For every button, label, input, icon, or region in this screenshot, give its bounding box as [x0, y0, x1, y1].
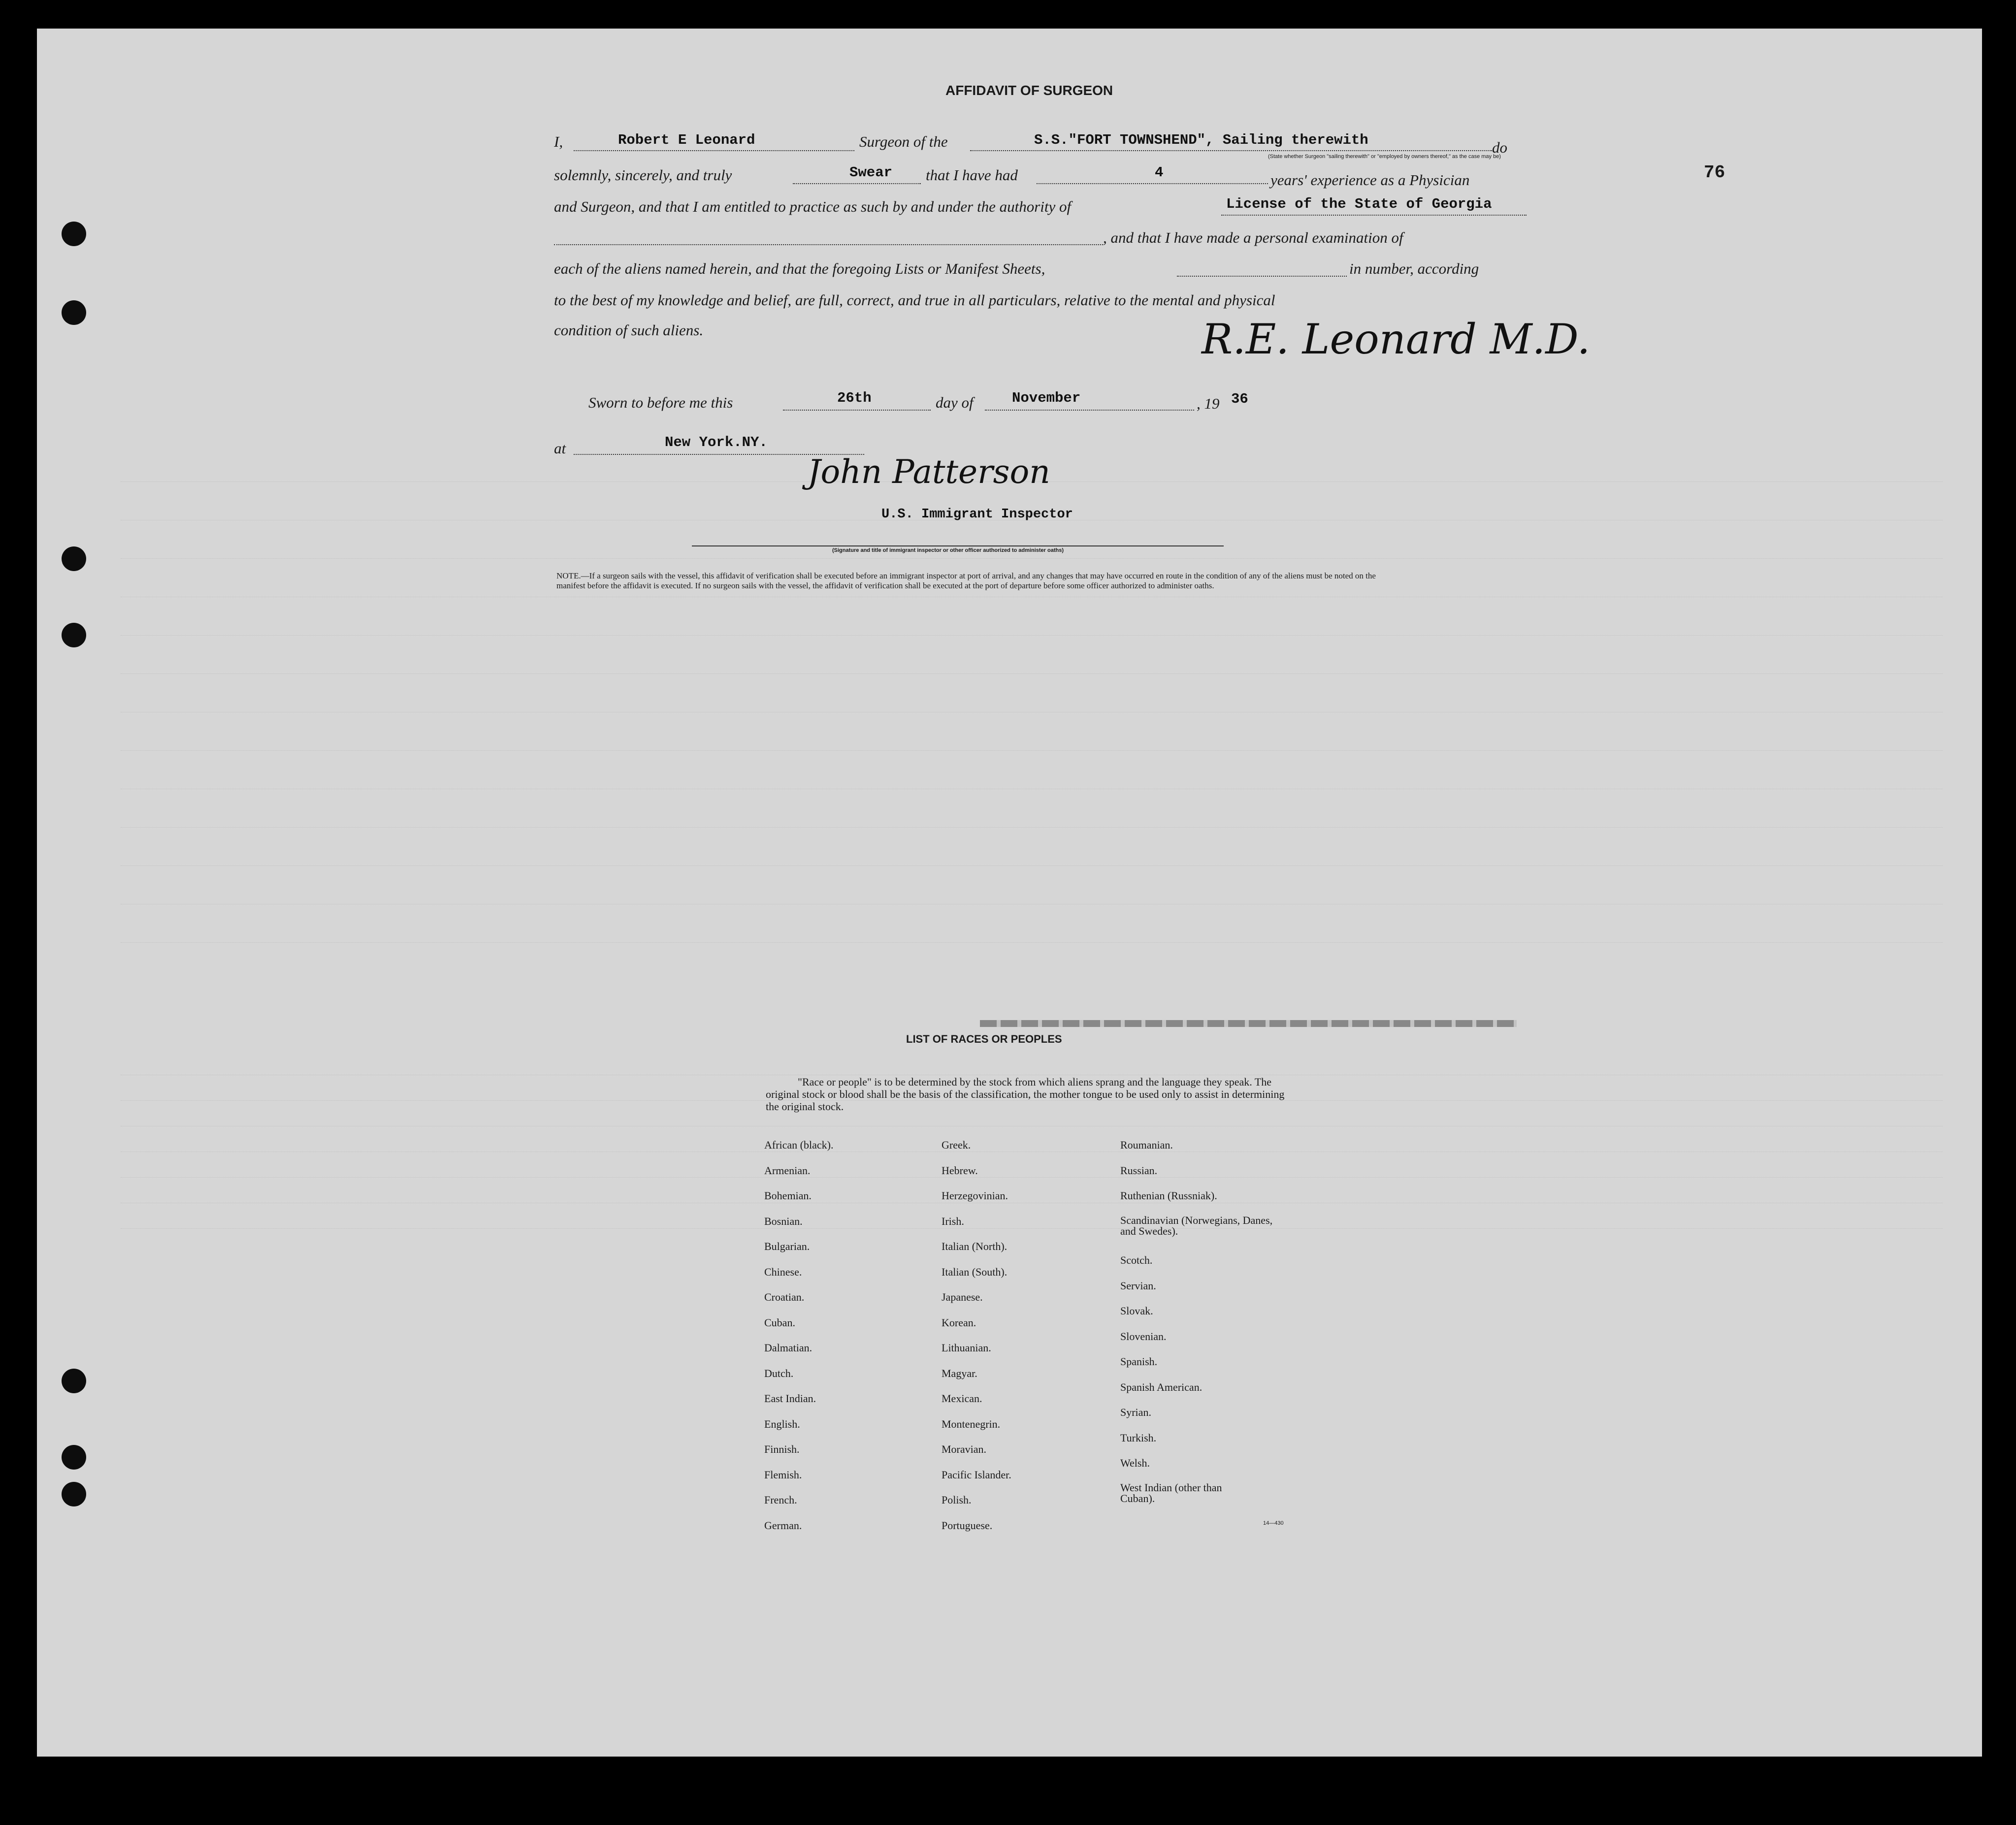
sworn-month: November — [1012, 390, 1081, 406]
race-item: Italian (North). — [942, 1240, 1008, 1252]
note-text: NOTE.—If a surgeon sails with the vessel, this affidavit of verification shall be executed before an immigrant inspector at port of arrival, and any changes that may have occurred en route in the condition of any of the aliens must be noted on the manifest before the affidavit is executed. If no surgeon sails with the vessel, the affidavit of verification shall be executed at the port of departure before some officer authorized to administer oaths. — [556, 571, 1376, 590]
sworn-place: New York.NY. — [665, 434, 768, 450]
ghost-row — [121, 807, 1943, 828]
form-number: 14—430 — [1263, 1520, 1284, 1526]
ghost-row — [121, 1209, 1943, 1229]
blank-line — [574, 150, 854, 151]
race-item: Irish. — [942, 1215, 964, 1227]
race-item: Dalmatian. — [764, 1342, 813, 1354]
sworn-text: at — [554, 440, 566, 457]
punch-hole — [62, 546, 86, 571]
race-item: Slovak. — [1120, 1305, 1153, 1317]
punch-hole — [62, 623, 86, 647]
race-item: Herzegovinian. — [942, 1189, 1008, 1202]
race-item: Korean. — [942, 1316, 976, 1329]
race-item: Armenian. — [764, 1164, 811, 1177]
blank-line — [793, 183, 921, 184]
punch-hole — [62, 300, 86, 325]
race-item: Pacific Islander. — [942, 1468, 1011, 1481]
ghost-row — [121, 654, 1943, 674]
races-title: LIST OF RACES OR PEOPLES — [906, 1033, 1062, 1045]
race-item: Spanish American. — [1120, 1380, 1203, 1393]
race-item: Slovenian. — [1120, 1330, 1167, 1343]
punch-hole — [62, 1482, 86, 1506]
ghost-row — [121, 1132, 1943, 1152]
affidavit-text: , and that I have made a personal examination of — [1103, 229, 1403, 246]
punch-hole — [62, 1445, 86, 1470]
bleed-through-rule — [980, 1020, 1517, 1027]
years-experience: 4 — [1155, 164, 1164, 181]
oath-word: Swear — [849, 164, 893, 181]
races-intro: "Race or people" is to be determined by the stock from which aliens sprang and the language they speak. The original stock or blood shall be the basis of the classification, the mother tongue to be used only to assist in determining the original stock. — [766, 1076, 1285, 1113]
inspector-signature: John Patterson — [808, 453, 1050, 491]
bleed-through-background — [37, 29, 1982, 1757]
race-item: Croatian. — [764, 1291, 805, 1303]
race-item: Scotch. — [1120, 1254, 1153, 1266]
blank-line — [1037, 183, 1268, 184]
race-item: African (black). — [764, 1139, 834, 1151]
race-item: Montenegrin. — [942, 1417, 1001, 1430]
affidavit-text: and Surgeon, and that I am entitled to practice as such by and under the authority of — [554, 198, 1072, 215]
race-item: Scandinavian (Norwegians, Danes, and Swedes). — [1120, 1214, 1273, 1237]
blank-line — [970, 150, 1492, 151]
race-item: Spanish. — [1120, 1355, 1158, 1368]
affidavit-text: I, — [554, 133, 563, 150]
race-item: English. — [764, 1417, 800, 1430]
race-item: Finnish. — [764, 1443, 800, 1455]
ghost-row — [121, 692, 1943, 712]
surgeon-signature: R.E. Leonard M.D. — [1202, 315, 1591, 363]
affidavit-text: condition of such aliens. — [554, 321, 704, 339]
blank-line — [1177, 276, 1347, 277]
race-item: Servian. — [1120, 1279, 1156, 1292]
punch-hole — [62, 222, 86, 246]
sworn-text: day of — [936, 394, 974, 411]
signature-line — [692, 545, 1224, 546]
affidavit-title: AFFIDAVIT OF SURGEON — [945, 83, 1113, 98]
race-item: Syrian. — [1120, 1406, 1151, 1418]
vessel-note: (State whether Surgeon "sailing therewith" or "employed by owners thereof," as the case may be) — [1268, 154, 1501, 160]
affidavit-text: to the best of my knowledge and belief, are full, correct, and true in all particulars, relative to the mental and physical — [554, 291, 1275, 309]
page-number: 76 — [1704, 162, 1725, 183]
ghost-row — [121, 1157, 1943, 1178]
ghost-row — [121, 884, 1943, 904]
race-item: Turkish. — [1120, 1431, 1157, 1444]
affidavit-text: Surgeon of the — [859, 133, 948, 150]
ghost-row — [121, 1183, 1943, 1203]
race-item: Bosnian. — [764, 1215, 803, 1227]
race-item: Portuguese. — [942, 1519, 993, 1532]
affidavit-text: in number, according — [1349, 260, 1479, 277]
punch-hole — [62, 1369, 86, 1393]
inspector-note: (Signature and title of immigrant inspector or other officer authorized to administer oaths) — [832, 547, 1064, 553]
race-item: Greek. — [942, 1139, 971, 1151]
ghost-row — [121, 1055, 1943, 1075]
race-item: French. — [764, 1494, 797, 1506]
race-item: Ruthenian (Russniak). — [1120, 1189, 1217, 1202]
race-item: Bohemian. — [764, 1189, 812, 1202]
race-item: West Indian (other than Cuban). — [1120, 1481, 1222, 1505]
race-item: Bulgarian. — [764, 1240, 810, 1252]
race-item: German. — [764, 1519, 802, 1532]
affidavit-text: years' experience as a Physician — [1270, 171, 1470, 189]
race-item: Japanese. — [942, 1291, 983, 1303]
race-item: Hebrew. — [942, 1164, 978, 1177]
race-item: Roumanian. — [1120, 1139, 1173, 1151]
vessel-name: S.S."FORT TOWNSHEND", Sailing therewith — [1034, 132, 1368, 148]
race-item: Russian. — [1120, 1164, 1158, 1177]
surgeon-name: Robert E Leonard — [618, 132, 755, 148]
inspector-title: U.S. Immigrant Inspector — [881, 507, 1073, 522]
affidavit-text: solemnly, sincerely, and truly — [554, 166, 732, 184]
sworn-text: Sworn to before me this — [588, 394, 733, 411]
race-item: Flemish. — [764, 1468, 802, 1481]
race-item: Dutch. — [764, 1367, 794, 1379]
race-item: Welsh. — [1120, 1457, 1150, 1469]
ghost-row — [121, 769, 1943, 789]
sworn-text: , 19 — [1197, 395, 1220, 412]
sworn-year: 36 — [1231, 391, 1248, 407]
ghost-row — [121, 731, 1943, 751]
sworn-day: 26th — [837, 390, 872, 406]
race-item: East Indian. — [764, 1392, 816, 1405]
affidavit-text: each of the aliens named herein, and that the foregoing Lists or Manifest Sheets, — [554, 260, 1045, 277]
ghost-row — [121, 923, 1943, 943]
race-item: Mexican. — [942, 1392, 982, 1405]
affidavit-text: that I have had — [926, 166, 1018, 184]
blank-line — [783, 410, 931, 411]
race-item: Chinese. — [764, 1265, 802, 1278]
ghost-row — [121, 615, 1943, 636]
blank-line — [554, 244, 1103, 245]
ghost-row — [121, 846, 1943, 866]
race-item: Polish. — [942, 1494, 972, 1506]
blank-line — [1221, 215, 1527, 216]
license-authority: License of the State of Georgia — [1226, 196, 1492, 212]
race-item: Cuban. — [764, 1316, 795, 1329]
race-item: Lithuanian. — [942, 1342, 991, 1354]
affidavit-text: do — [1492, 139, 1507, 156]
race-item: Magyar. — [942, 1367, 977, 1379]
blank-line — [985, 410, 1194, 411]
race-item: Italian (South). — [942, 1265, 1008, 1278]
race-item: Moravian. — [942, 1443, 987, 1455]
